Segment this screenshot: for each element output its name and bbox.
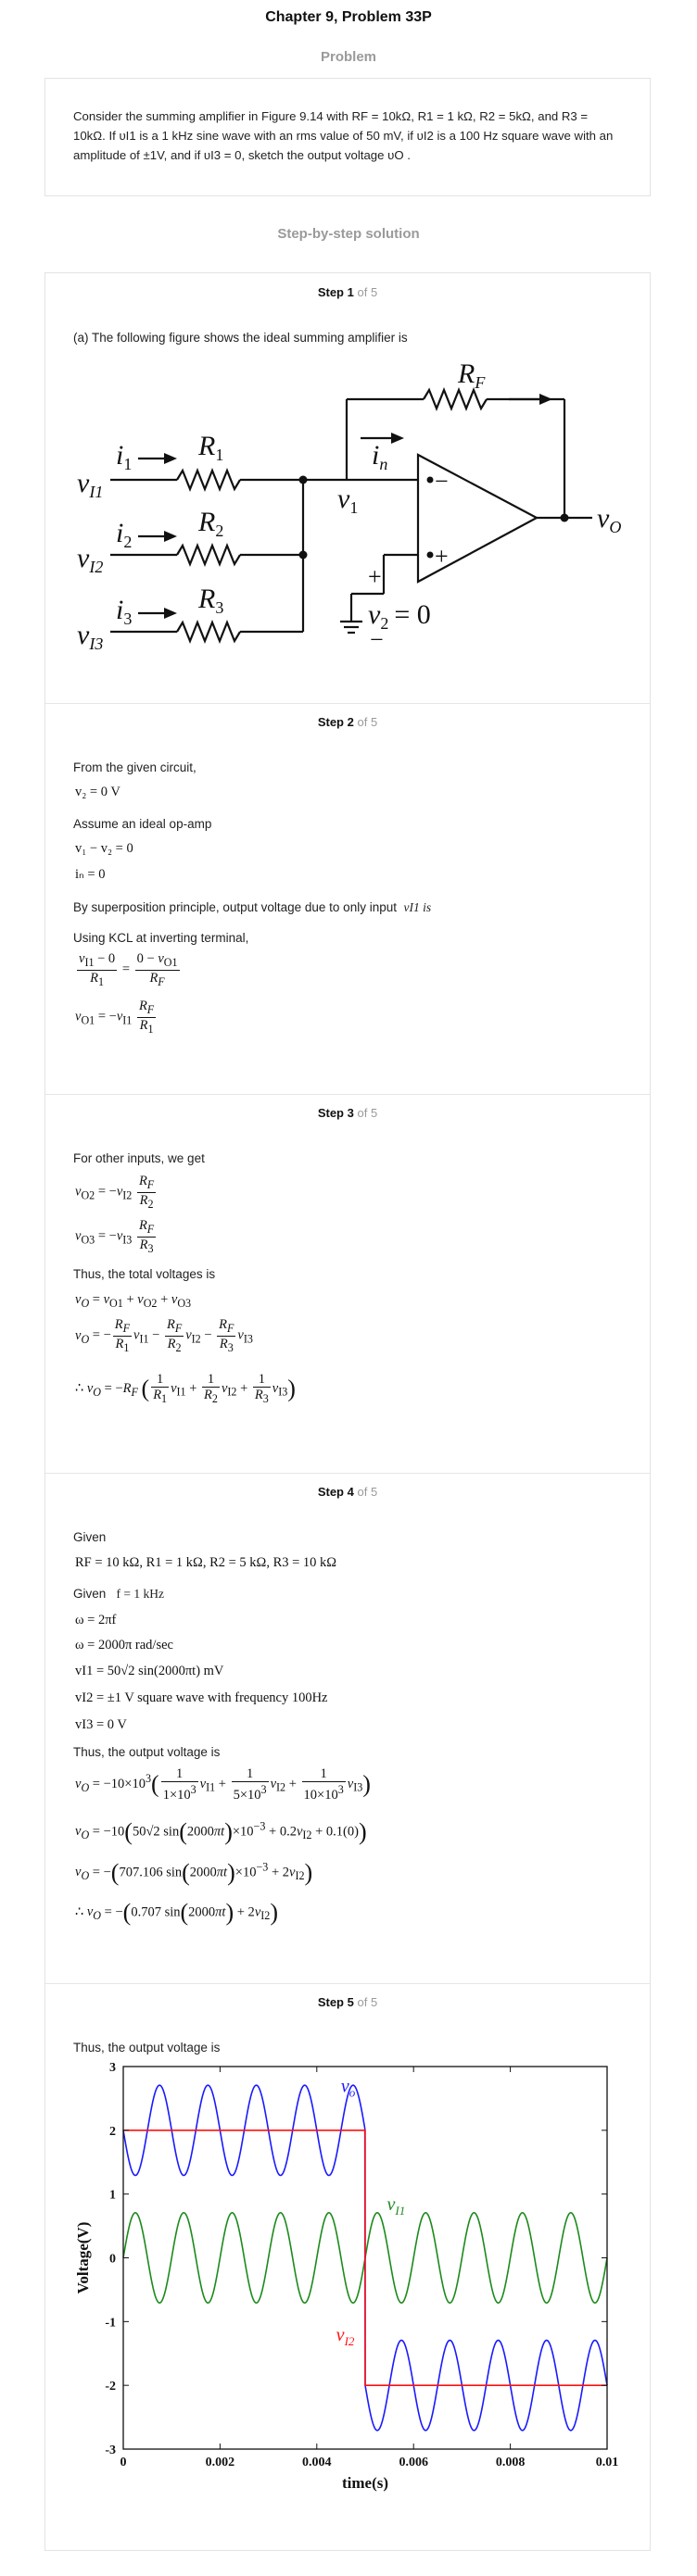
y-tick-label: 2 xyxy=(109,2124,116,2139)
summing-amplifier-circuit xyxy=(73,346,648,660)
step-2-eq-1: v₂ = 0 V xyxy=(75,785,120,799)
output-voltage-chart xyxy=(73,2055,629,2500)
vi2-label: $v_{I2}$ xyxy=(77,543,104,576)
step-4-eq-4: ω = 2000π rad/sec xyxy=(75,1638,173,1652)
step-2-text-3: By superposition principle, output voltage due to only input vI1 is xyxy=(73,900,432,914)
solution-heading: Step-by-step solution xyxy=(277,226,420,242)
step-3-text-2: Thus, the total voltages is xyxy=(73,1267,216,1281)
step-4-eq-5: vI1 = 50√2 sin(2000πt) mV xyxy=(75,1664,224,1678)
step-1-intro: (a) The following figure shows the ideal summing amplifier is xyxy=(73,331,408,345)
v2-minus: − xyxy=(370,626,384,653)
step-4-eq-6: vI2 = ±1 V square wave with frequency 100Hz xyxy=(75,1690,328,1705)
step-4-label: Step 4 of 5 xyxy=(317,1485,378,1499)
solution-card xyxy=(44,272,651,2551)
step-5-label: Step 5 of 5 xyxy=(317,1995,378,2009)
vo-series-label: $v_o$ xyxy=(340,2076,356,2100)
divider-4 xyxy=(45,1473,650,1474)
step-2-eq-3: iₙ = 0 xyxy=(75,867,106,882)
y-tick-label: 0 xyxy=(109,2252,116,2267)
v1-label: $v_1$ xyxy=(337,484,359,517)
chapter-title: Chapter 9, Problem 33P xyxy=(265,9,432,25)
step-3-vo3-eq: $v_{O3} = -v_{I3}$ $\frac{R_F}{R_3}$ xyxy=(75,1218,155,1255)
step-2-vo1-eq: $v_{O1} = -v_{I1}$ $\frac{R_F}{R_1}$ xyxy=(75,999,155,1036)
x-tick-label: 0.004 xyxy=(302,2456,332,2469)
vi2-series-label: $v_{I2}$ xyxy=(336,2324,355,2348)
step-2-eq-2: v₁ − v₂ = 0 xyxy=(75,841,133,856)
i1-label: $i_1$ xyxy=(116,440,133,473)
step-4-eq-3: ω = 2πf xyxy=(75,1613,117,1627)
problem-heading: Problem xyxy=(320,49,376,65)
i3-label: $i_3$ xyxy=(116,595,133,628)
x-tick-label: 0.006 xyxy=(399,2456,428,2469)
r3-label: $R_3$ xyxy=(198,584,224,617)
step-4-eq-c: $v_O = -(707.106$ $\sin(2000\pi t)\times 10^{-3} + 2v_{I2}$) xyxy=(75,1859,313,1886)
step-2-kcl-eq: $\frac{v_{I1} - 0}{R_1}$ = $\frac{0 - v_{O1}}{R_F}$ xyxy=(79,951,178,988)
r2-label: $R_2$ xyxy=(198,507,224,540)
vi1-label: $v_{I1}$ xyxy=(77,468,104,501)
x-tick-label: 0.008 xyxy=(495,2456,526,2469)
i2-label: $i_2$ xyxy=(116,518,133,551)
step-4-eq-d: ∴ $v_O = -(0.707$ $\sin(2000\pi t) + 2v_{I2}$) xyxy=(75,1899,278,1926)
v2-label: $v_2 = 0$ xyxy=(368,599,431,633)
step-3-sum-eq: $v_O = v_{O1} + v_{O2} + v_{O3}$ xyxy=(75,1292,192,1310)
x-tick-label: 0 xyxy=(120,2456,127,2469)
problem-text: Consider the summing amplifier in Figure 9.14 with RF = 10kΩ, R1 = 1 kΩ, R2 = 5kΩ, and R3 = 10kΩ. If υI1 is a 1 kHz sine wave with an rms value of 50 mV, if υI2 is a 100 Hz square wave with an amplitude of ±1V, and if υI3 = 0, sketch the output voltage υO . xyxy=(73,109,614,162)
step-4-eq-7: vI3 = 0 V xyxy=(75,1717,127,1732)
problem-card xyxy=(44,78,651,196)
vo-label: $v_O$ xyxy=(597,503,622,536)
y-tick-label: 1 xyxy=(109,2188,116,2203)
v2-plus: + xyxy=(368,563,382,590)
divider-2 xyxy=(45,703,650,704)
step-3-vo2-eq: $v_{O2} = -v_{I2}$ $\frac{R_F}{R_2}$ xyxy=(75,1174,155,1211)
minus-sign: − xyxy=(435,468,449,495)
step-4-eq-b: $v_O = -10(50√2$ $\sin(2000\pi t)\times 10^{-3} + 0.2v_{I2} + 0.1(0)$) xyxy=(75,1818,367,1845)
rf-label: $R_F$ xyxy=(458,358,486,392)
step-4-text-1: Given xyxy=(73,1530,107,1544)
step-2-label: Step 2 of 5 xyxy=(317,715,378,729)
step-3-text-1: For other inputs, we get xyxy=(73,1151,205,1165)
step-3-expand-eq: $v_O$ = − $\frac{R_F}{R_1}$ $v_{I1}$ − $\frac{R_F}{R_2}$ $v_{I2}$ − $\frac{R_F}{R_3}$ $v_{I3}$ xyxy=(75,1317,253,1354)
x-tick-label: 0.01 xyxy=(595,2456,619,2469)
y-tick-label: 3 xyxy=(109,2061,116,2075)
step-4-eq-1: RF = 10 kΩ, R1 = 1 kΩ, R2 = 5 kΩ, R3 = 10 kΩ xyxy=(75,1555,337,1570)
step-1-label: Step 1 of 5 xyxy=(317,285,378,299)
divider-3 xyxy=(45,1094,650,1095)
step-2-text-1: From the given circuit, xyxy=(73,760,196,774)
in-label: $i_n$ xyxy=(372,440,388,473)
y-tick-label: -3 xyxy=(105,2444,116,2457)
step-5-text-1: Thus, the output voltage is xyxy=(73,2041,221,2055)
vi1-series-label: $v_{I1}$ xyxy=(387,2193,406,2218)
step-3-final-eq: ∴ $v_O = -R_F$ ( $\frac{1}{R_1}$ $v_{I1}$ + $\frac{1}{R_2}$ $v_{I2}$ + $\frac{1}{R_3}$ $v_{I3}$) xyxy=(75,1372,296,1405)
step-4-sub-eq: $v_O = -10\times 10^3$( $\frac{1}{1\times 10^3}$ $v_{I1}$ + $\frac{1}{5\times 10^3}$ $v_{I2}$ + $\frac{1}{10\times 10^3}$ $v_{I3}$) xyxy=(75,1766,371,1803)
y-axis-label: Voltage(V) xyxy=(74,2221,92,2294)
step-2-text-2: Assume an ideal op-amp xyxy=(73,817,212,831)
step-4-text-3: Thus, the output voltage is xyxy=(73,1745,221,1759)
step-2-text-4: Using KCL at inverting terminal, xyxy=(73,931,249,945)
plus-sign: + xyxy=(435,543,449,570)
x-tick-label: 0.002 xyxy=(205,2456,235,2469)
vi3-label: $v_{I3}$ xyxy=(77,620,104,653)
y-tick-label: -2 xyxy=(105,2380,116,2394)
step-4-text-2: Given f = 1 kHz xyxy=(73,1587,165,1601)
y-tick-label: -1 xyxy=(105,2316,116,2331)
r1-label: $R_1$ xyxy=(198,431,224,464)
divider-5 xyxy=(45,1983,650,1984)
x-axis-label: time(s) xyxy=(341,2474,389,2492)
step-3-label: Step 3 of 5 xyxy=(317,1106,378,1120)
